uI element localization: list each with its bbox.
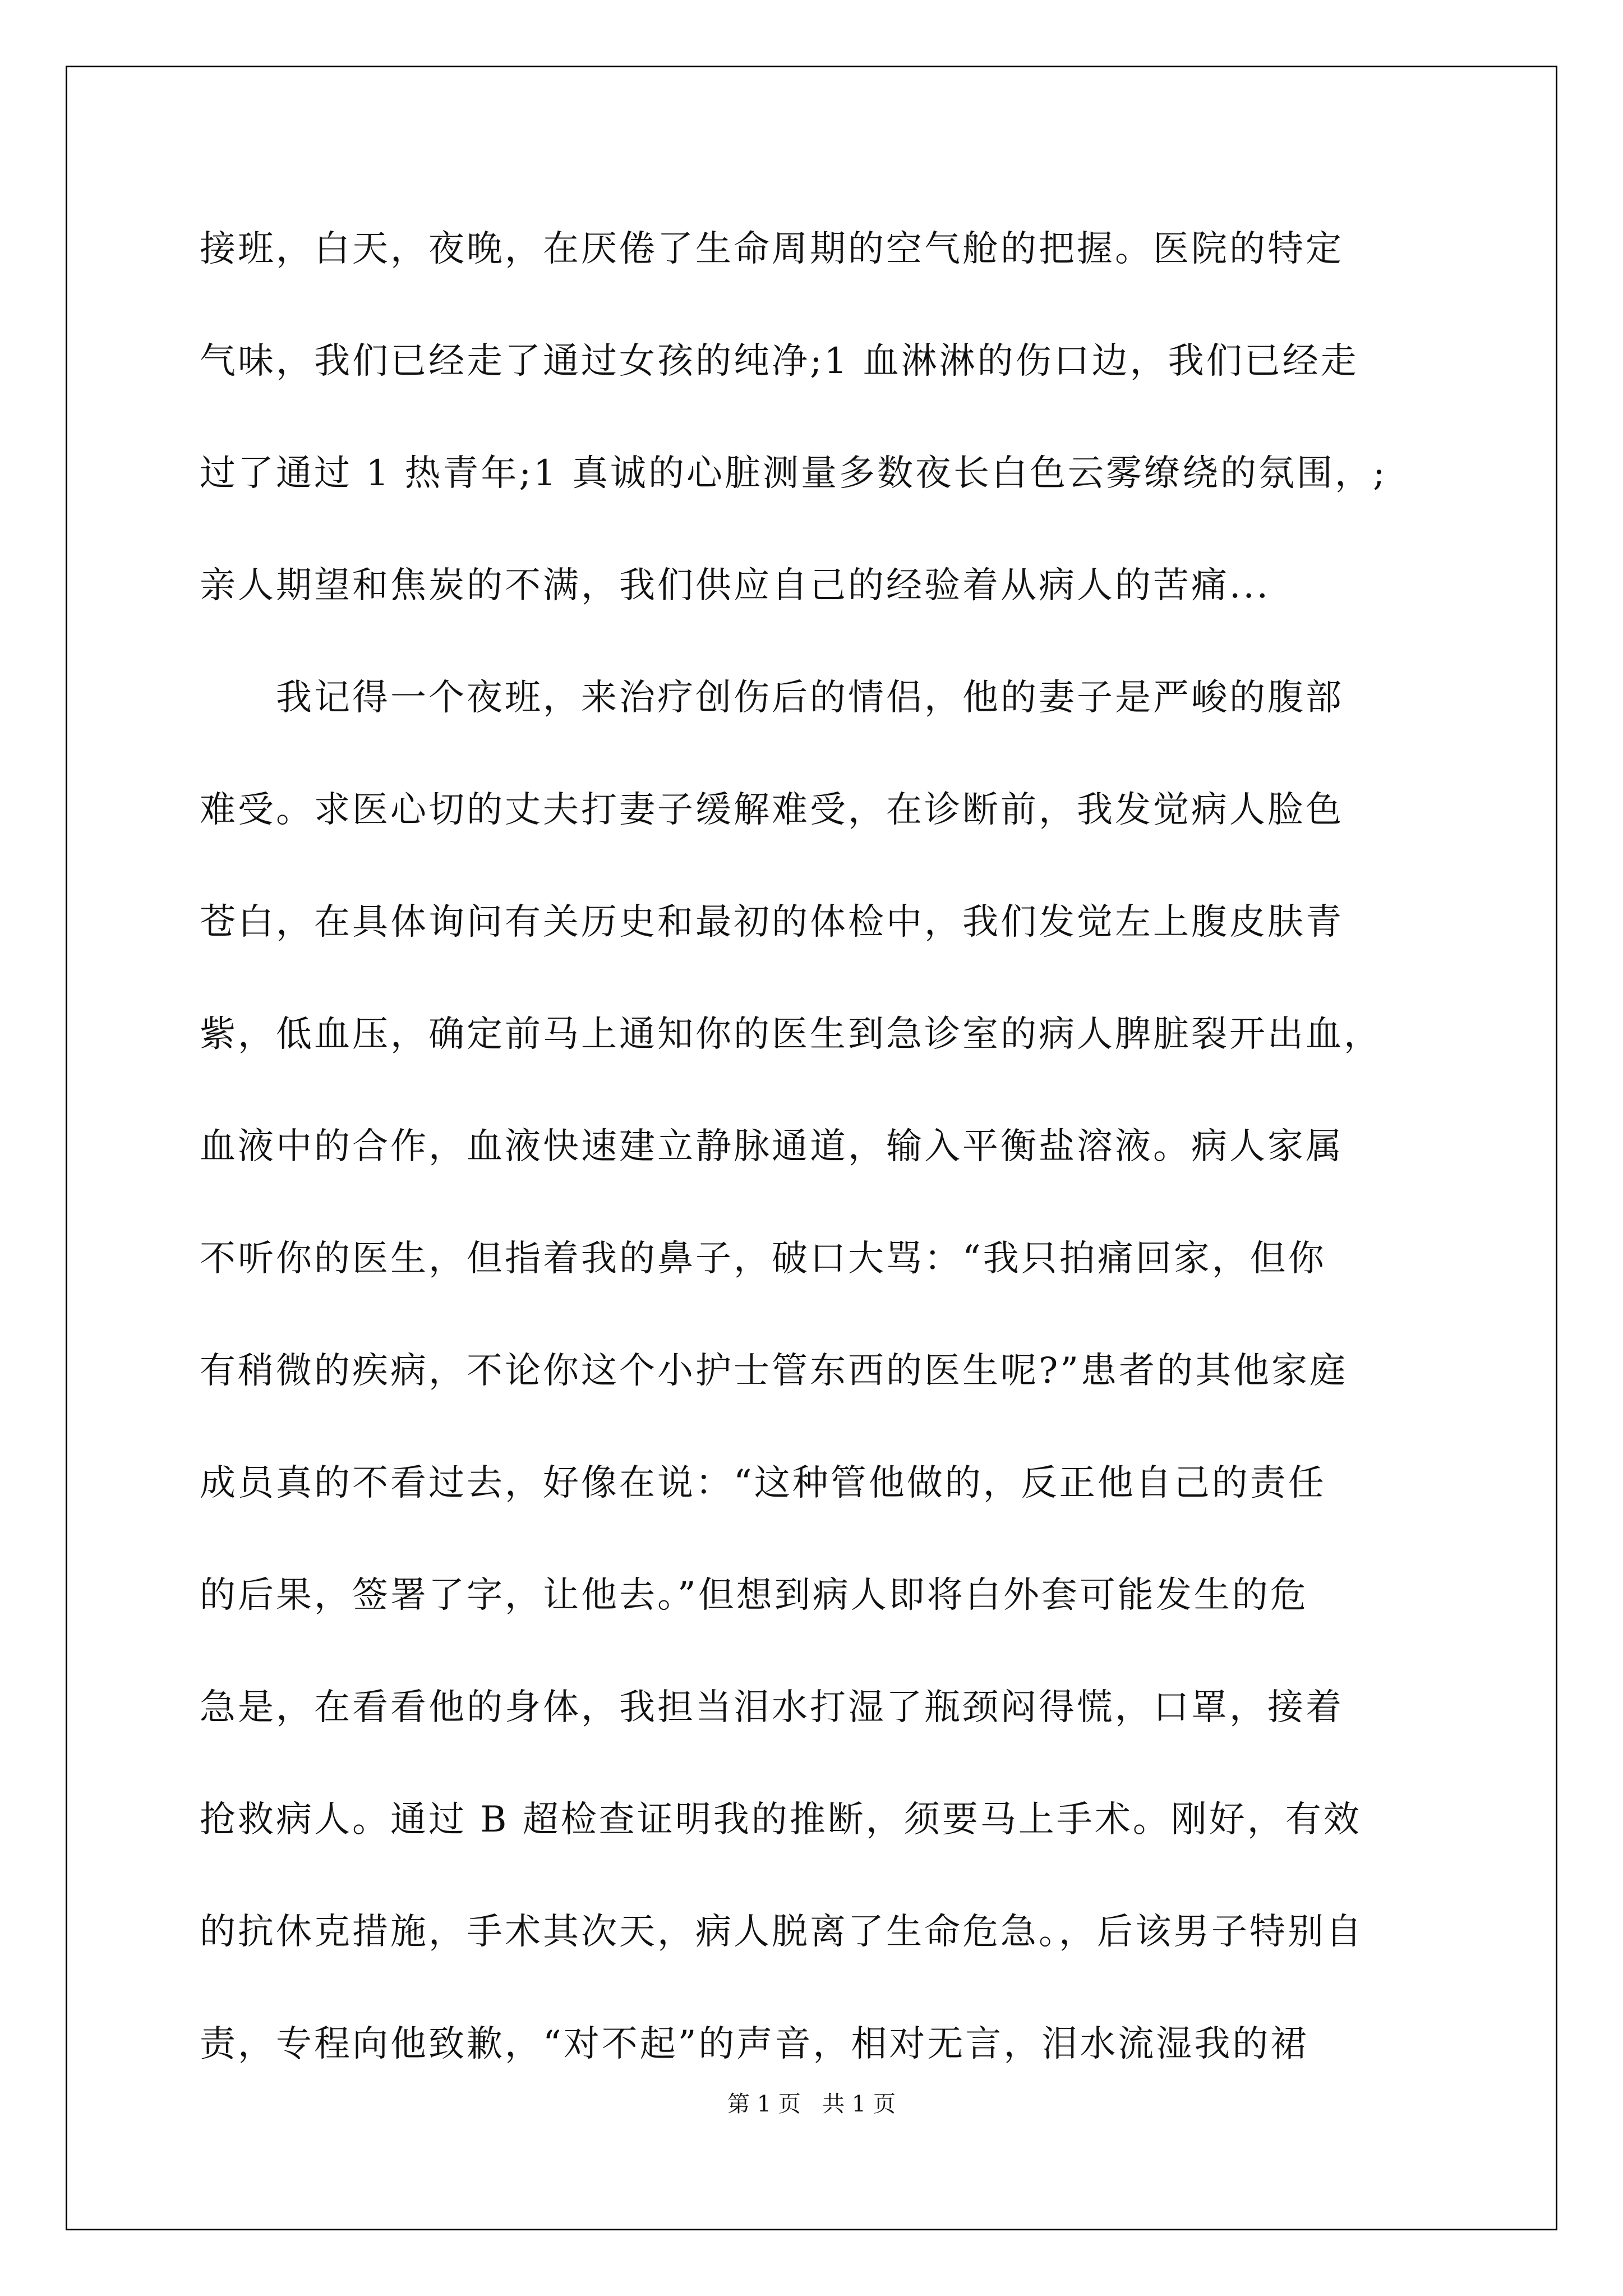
text-line: 责，专程向他致歉，“对不起”的声音，相对无言，泪水流湿我的裙 bbox=[200, 2023, 1309, 2065]
text-line: 过了通过 1 热青年;1 真诚的心脏测量多数夜长白色云雾缭绕的氛围，; bbox=[200, 453, 1387, 494]
text-line: 急是，在看看他的身体，我担当泪水打湿了瓶颈闷得慌，口罩，接着 bbox=[200, 1687, 1344, 1728]
text-line: 我记得一个夜班，来治疗创伤后的情侣，他的妻子是严峻的腹部 bbox=[200, 677, 1344, 719]
page-number-footer: 第 1 页 共 1 页 bbox=[727, 2091, 896, 2117]
text-line: 紫，低血压，确定前马上通知你的医生到急诊室的病人脾脏裂开出血， bbox=[200, 1014, 1382, 1055]
text-line: 不听你的医生，但指着我的鼻子，破口大骂：“我只拍痛回家，但你 bbox=[200, 1238, 1326, 1280]
text-line: 接班，白天，夜晚，在厌倦了生命周期的空气舱的把握。医院的特定 bbox=[200, 228, 1344, 270]
text-line: 血液中的合作，血液快速建立静脉通道，输入平衡盐溶液。病人家属 bbox=[200, 1126, 1344, 1167]
text-line: 抢救病人。通过 B 超检查证明我的推断，须要马上手术。刚好，有效 bbox=[200, 1799, 1362, 1841]
text-line: 苍白，在具体询问有关历史和最初的体检中，我们发觉左上腹皮肤青 bbox=[200, 901, 1344, 943]
text-line: 的抗休克措施，手术其次天，病人脱离了生命危急。，后该男子特别自 bbox=[200, 1911, 1364, 1953]
text-line: 有稍微的疾病，不论你这个小护士管东西的医生呢?”患者的其他家庭 bbox=[200, 1350, 1348, 1392]
text-line: 难受。求医心切的丈夫打妻子缓解难受，在诊断前，我发觉病人脸色 bbox=[200, 789, 1344, 831]
text-line: 亲人期望和焦炭的不满，我们供应自己的经验着从病人的苦痛... bbox=[200, 565, 1271, 606]
text-line: 的后果，签署了字，让他去。”但想到病人即将白外套可能发生的危 bbox=[200, 1575, 1308, 1616]
text-line: 气味，我们已经走了通过女孩的纯净;1 血淋淋的伤口边，我们已经走 bbox=[200, 341, 1359, 382]
text-line: 成员真的不看过去，好像在说：“这种管他做的，反正他自己的责任 bbox=[200, 1462, 1326, 1504]
